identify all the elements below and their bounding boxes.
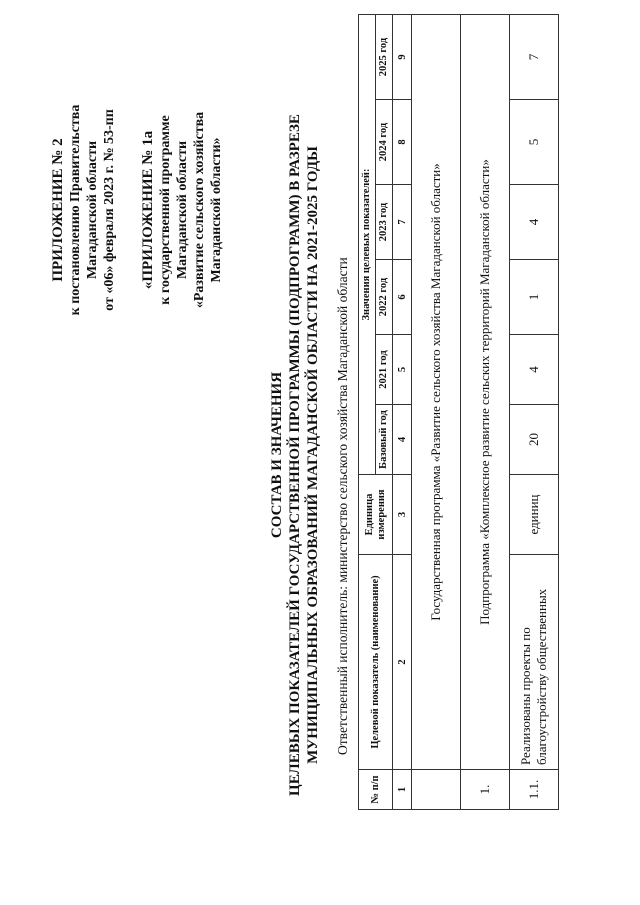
header-row xyxy=(359,15,376,810)
appendix-2-title: ПРИЛОЖЕНИЕ № 2 xyxy=(50,138,66,282)
appendix-2-line: Магаданской области xyxy=(85,140,100,280)
row-num: 1.1. xyxy=(510,770,559,810)
table-row xyxy=(510,15,559,810)
appendix-1a-line: Магаданской области xyxy=(175,140,190,280)
header-year: 2022 год xyxy=(376,260,393,335)
header-unit: Единица измерения xyxy=(359,475,393,555)
header-num: № п/п xyxy=(359,770,393,810)
column-number: 1 xyxy=(393,770,412,810)
appendix-1a-title: «ПРИЛОЖЕНИЕ № 1а xyxy=(140,130,156,290)
row-value: 1 xyxy=(510,260,559,335)
appendix-1a-block xyxy=(140,60,225,360)
program-num-cell xyxy=(412,770,461,810)
header-year: 2021 год xyxy=(376,335,393,405)
appendix-2-block xyxy=(50,60,118,360)
row-value: 5 xyxy=(510,100,559,185)
column-number: 6 xyxy=(393,260,412,335)
program-title: Государственная программа «Развитие сельского хозяйства Магаданской области» xyxy=(412,15,461,770)
subprogram-num: 1. xyxy=(461,770,510,810)
column-number: 7 xyxy=(393,185,412,260)
header-values-group: Значения целевых показателей: xyxy=(359,15,376,475)
program-row xyxy=(412,15,461,810)
column-number: 9 xyxy=(393,15,412,100)
responsible-executor: Ответственный исполнитель: министерство сельского хозяйства Магаданской области xyxy=(335,257,350,755)
row-value: 20 xyxy=(510,405,559,475)
header-year: Базовый год xyxy=(376,405,393,475)
row-indicator: Реализованы проекты по благоустройству общественных xyxy=(510,555,559,770)
appendix-1a-line: «Развитие сельского хозяйства xyxy=(192,111,207,309)
header-year: 2024 год xyxy=(376,100,393,185)
document-title xyxy=(268,65,322,845)
header-year: 2023 год xyxy=(376,185,393,260)
row-value: 4 xyxy=(510,335,559,405)
header-indicator: Целевой показатель (наименование) xyxy=(359,555,393,770)
row-value: 7 xyxy=(510,15,559,100)
title-line: ЦЕЛЕВЫХ ПОКАЗАТЕЛЕЙ ГОСУДАРСТВЕННОЙ ПРОГРАММЫ (ПОДПРОГРАММ) В РАЗРЕЗЕ xyxy=(287,114,303,796)
indicators-table xyxy=(358,14,559,810)
appendix-1a-line: к государственной программе xyxy=(158,115,173,305)
header-year: 2025 год xyxy=(376,15,393,100)
subprogram-row xyxy=(461,15,510,810)
row-unit: единиц xyxy=(510,475,559,555)
title-line: СОСТАВ И ЗНАЧЕНИЯ xyxy=(269,371,285,539)
appendix-2-line: от «06» февраля 2023 г. № 53-пп xyxy=(102,109,117,311)
appendix-1a-line: Магаданской области» xyxy=(209,137,224,283)
column-number: 4 xyxy=(393,405,412,475)
column-number: 8 xyxy=(393,100,412,185)
title-line: МУНИЦИПАЛЬНЫХ ОБРАЗОВАНИЙ МАГАДАНСКОЙ ОБЛАСТИ НА 2021-2025 ГОДЫ xyxy=(305,146,321,764)
row-value: 4 xyxy=(510,185,559,260)
appendix-2-line: к постановлению Правительства xyxy=(68,104,83,316)
subprogram-title: Подпрограмма «Комплексное развитие сельских территорий Магаданской области» xyxy=(461,15,510,770)
column-number: 3 xyxy=(393,475,412,555)
column-number: 5 xyxy=(393,335,412,405)
column-number-row xyxy=(393,15,412,810)
column-number: 2 xyxy=(393,555,412,770)
